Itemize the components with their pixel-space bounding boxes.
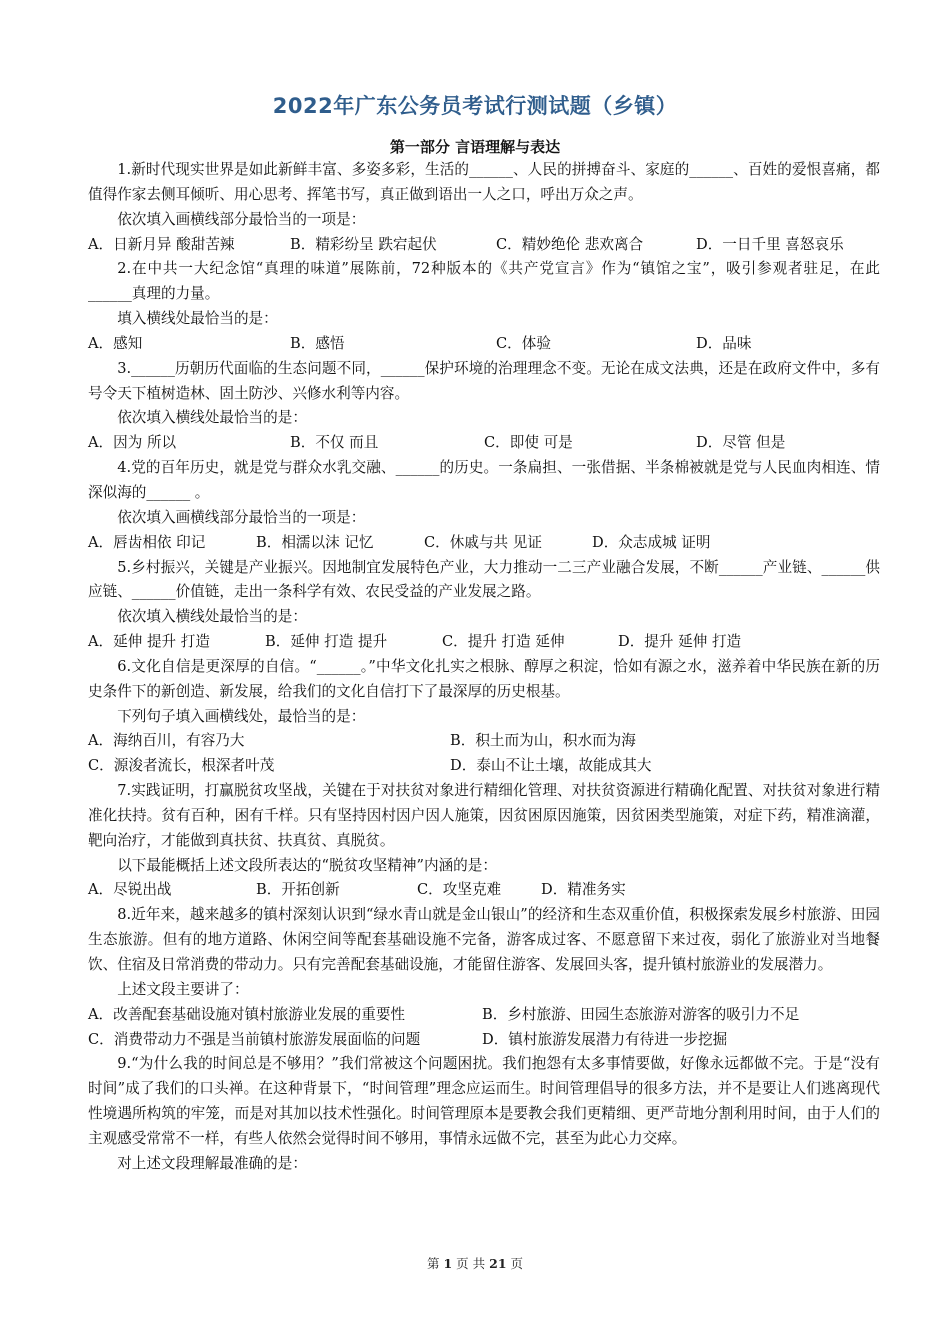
question-3-prompt: 依次填入横线处最恰当的是： bbox=[117, 409, 307, 427]
question-8-option-b: B．乡村旅游、田园生态旅游对游客的吸引力不足 bbox=[482, 1005, 800, 1023]
question-3-option-d: D．尽管 但是 bbox=[696, 434, 786, 452]
question-2-option-c: C．体验 bbox=[496, 334, 551, 352]
section-heading: 第一部分 言语理解与表达 bbox=[389, 138, 561, 156]
footer-suffix: 页 bbox=[510, 1256, 524, 1271]
footer-total-pages: 21 bbox=[489, 1256, 507, 1271]
question-4-options bbox=[88, 531, 880, 556]
question-3-option-a: A．因为 所以 bbox=[88, 434, 177, 452]
question-2-option-b: B．感悟 bbox=[290, 334, 345, 352]
question-4-stem: 4.党的百年历史，就是党与群众水乳交融、______的历史。一条扁担、一张借据、半条棉被就是党与人民血肉相连、情深似海的______ 。 bbox=[88, 459, 880, 501]
page-footer bbox=[0, 1254, 950, 1272]
question-7-option-d: D．精准务实 bbox=[541, 881, 626, 899]
question-5-stem: 5.乡村振兴，关键是产业振兴。因地制宜发展特色产业，大力推动一二三产业融合发展，不断______产业链、______供应链、______价值链，走出一条科学有效、农民受益的产业发展之路。 bbox=[88, 558, 880, 601]
document-title: 2022年广东公务员考试行测试题（乡镇） bbox=[272, 94, 678, 118]
question-1-option-b: B．精彩纷呈 跌宕起伏 bbox=[290, 235, 437, 253]
question-2-options bbox=[88, 332, 880, 357]
question-7-option-c: C．攻坚克难 bbox=[417, 881, 502, 899]
question-1-stem: 1.新时代现实世界是如此新鲜丰富、多姿多彩，生活的______、人民的拼搏奋斗、家庭的______、百姓的爱恨喜痛，都值得作家去侧耳倾听、用心思考、挥笔书写，真正做到语出一人之口，呼出万众之声。 bbox=[88, 161, 880, 203]
question-4-option-b: B．相濡以沫 记忆 bbox=[256, 533, 374, 551]
question-7-option-b: B．开拓创新 bbox=[256, 881, 340, 899]
question-7-options bbox=[88, 878, 880, 903]
question-1-option-c: C．精妙绝伦 悲欢离合 bbox=[496, 235, 644, 253]
question-2-option-a: A．感知 bbox=[88, 334, 143, 352]
question-3-option-c: C．即使 可是 bbox=[484, 434, 573, 452]
question-6-option-a: A．海纳百川，有容乃大 bbox=[88, 732, 245, 750]
question-content bbox=[88, 158, 880, 1177]
question-9-stem: 9.“为什么我的时间总是不够用？”我们常被这个问题困扰。我们抱怨有太多事情要做，好像永远都做不完。于是“没有时间”成了我们的口头禅。在这种背景下，“时间管理”理念应运而生。时间管理倡导的很多方法，并不是要让人们逃离现代性境遇所构筑的牢笼，而是对其加以技术性强化。时间管理原本是要教会我们更精细、更严苛地分割利用时间，由于人们的主观感受常常不一样，有些人依然会觉得时间不够用，事情永远做不完，甚至为此心力交瘁。 bbox=[88, 1055, 880, 1147]
question-9-prompt: 对上述文段理解最准确的是： bbox=[117, 1154, 307, 1172]
question-6-options-row-2 bbox=[88, 754, 880, 779]
footer-prefix: 第 bbox=[426, 1256, 440, 1271]
question-5-options bbox=[88, 630, 880, 655]
question-6-prompt: 下列句子填入画横线处，最恰当的是： bbox=[117, 707, 366, 725]
footer-middle: 页 共 bbox=[456, 1256, 486, 1271]
question-8-prompt: 上述文段主要讲了： bbox=[117, 980, 249, 998]
question-1-option-d: D．一日千里 喜怒哀乐 bbox=[696, 235, 844, 253]
question-7-prompt: 以下最能概括上述文段所表达的“脱贫攻坚精神”内涵的是： bbox=[117, 856, 497, 874]
question-4-option-d: D．众志成城 证明 bbox=[592, 533, 711, 551]
question-8-stem: 8.近年来，越来越多的镇村深刻认识到“绿水青山就是金山银山”的经济和生态双重价值，积极探索发展乡村旅游、田园生态旅游。但有的地方道路、休闲空间等配套基础设施不完备，游客成过客、不愿意留下来过夜，弱化了旅游业对当地餐饮、住宿及日常消费的带动力。只有完善配套基础设施，才能留住游客、发展回头客，提升镇村旅游业的发展潜力。 bbox=[88, 906, 880, 973]
question-4-prompt: 依次填入画横线部分最恰当的一项是： bbox=[117, 508, 366, 526]
question-7-option-a: A．尽锐出战 bbox=[88, 881, 172, 899]
question-5-prompt: 依次填入横线处最恰当的是： bbox=[117, 608, 307, 626]
question-5-option-b: B．延伸 打造 提升 bbox=[265, 633, 388, 651]
question-2-prompt: 填入横线处最恰当的是： bbox=[117, 310, 278, 328]
question-1-options bbox=[88, 233, 880, 258]
question-5-option-c: C．提升 打造 延伸 bbox=[442, 633, 565, 651]
question-3-options bbox=[88, 431, 880, 456]
question-3-stem: 3.______历朝历代面临的生态问题不同，______保护环境的治理理念不变。无论在成文法典，还是在政府文件中，多有号令天下植树造林、固土防沙、兴修水利等内容。 bbox=[88, 359, 880, 402]
question-3-option-b: B．不仅 而且 bbox=[290, 434, 379, 452]
question-8-options-row-2 bbox=[88, 1028, 880, 1053]
question-4-option-a: A．唇齿相依 印记 bbox=[88, 533, 206, 551]
question-8-options-row-1 bbox=[88, 1003, 880, 1028]
question-7-stem: 7.实践证明，打赢脱贫攻坚战，关键在于对扶贫对象进行精细化管理、对扶贫资源进行精确化配置、对扶贫对象进行精准化扶持。贫有百种，困有千样。只有坚持因村因户因人施策，因贫困原因施策，因贫困类型施策，对症下药，精准滴灌，靶向治疗，才能做到真扶贫、扶真贫、真脱贫。 bbox=[88, 782, 880, 849]
question-1-option-a: A．日新月异 酸甜苦辣 bbox=[88, 235, 235, 253]
question-8-option-a: A．改善配套基础设施对镇村旅游业发展的重要性 bbox=[88, 1005, 406, 1023]
footer-page-number: 1 bbox=[443, 1256, 453, 1271]
question-2-stem: 2.在中共一大纪念馆“真理的味道”展陈前，72种版本的《共产党宣言》作为“镇馆之宝”，吸引参观者驻足，在此 ______真理的力量。 bbox=[88, 260, 880, 303]
question-6-option-b: B．积土而为山，积水而为海 bbox=[450, 732, 636, 750]
question-6-options-row-1 bbox=[88, 729, 880, 754]
question-6-stem: 6.文化自信是更深厚的自信。“______。”中华文化扎实之根脉、醇厚之积淀，恰如有源之水，滋养着中华民族在新的历史条件下的新创造、新发展，给我们的文化自信打下了最深厚的历史根基。 bbox=[88, 657, 880, 700]
question-1-prompt: 依次填入画横线部分最恰当的一项是： bbox=[117, 210, 366, 228]
question-8-option-c: C．消费带动力不强是当前镇村旅游发展面临的问题 bbox=[88, 1030, 421, 1048]
question-2-option-d: D．品味 bbox=[696, 334, 752, 352]
question-6-option-c: C．源浚者流长，根深者叶茂 bbox=[88, 757, 275, 775]
question-6-option-d: D．泰山不让土壤，故能成其大 bbox=[450, 757, 652, 775]
question-4-option-c: C．休戚与共 见证 bbox=[424, 533, 542, 551]
question-5-option-d: D．提升 延伸 打造 bbox=[618, 633, 742, 651]
question-5-option-a: A．延伸 提升 打造 bbox=[88, 633, 210, 651]
question-8-option-d: D．镇村旅游发展潜力有待进一步挖掘 bbox=[482, 1030, 728, 1048]
